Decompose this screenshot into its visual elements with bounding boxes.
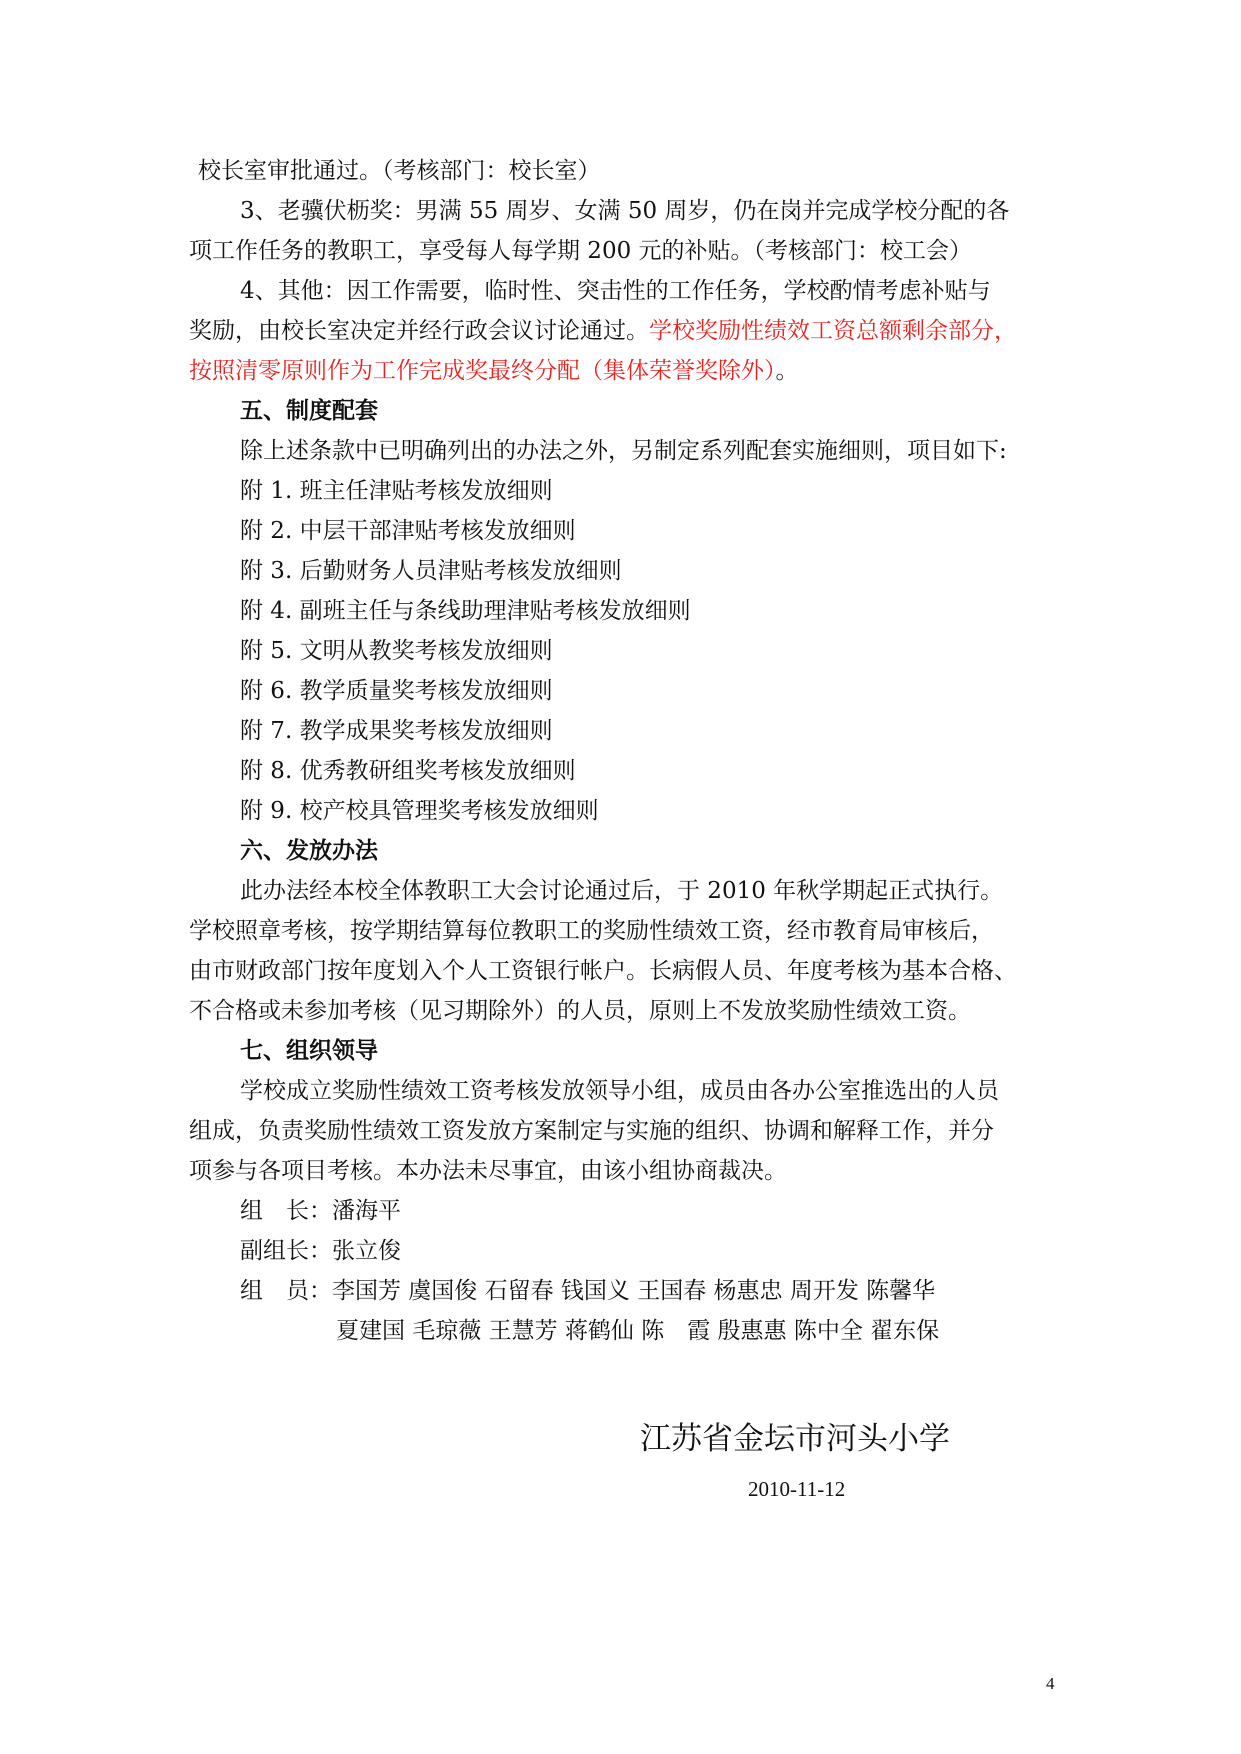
group-deputy: 副组长：张立俊	[240, 1238, 401, 1264]
text-line: 项参与各项目考核。本办法未尽事宜，由该小组协商裁决。	[189, 1158, 787, 1184]
appendix-item: 附 3. 后勤财务人员津贴考核发放细则	[240, 558, 622, 584]
text-line: 由市财政部门按年度划入个人工资银行帐户。长病假人员、年度考核为基本合格、	[189, 958, 1017, 984]
appendix-item: 附 5. 文明从教奖考核发放细则	[240, 638, 553, 664]
highlighted-text: 按照清零原则作为工作完成奖最终分配（集体荣誉奖除外）	[189, 358, 776, 384]
text-line: 校长室审批通过。（考核部门：校长室）	[198, 158, 601, 184]
section-heading: 五、制度配套	[240, 397, 378, 424]
text-line	[189, 311, 1017, 351]
appendix-item: 附 8. 优秀教研组奖考核发放细则	[240, 758, 576, 784]
highlighted-text: 学校奖励性绩效工资总额剩余部分，	[649, 318, 1017, 344]
text-line: 不合格或未参加考核（见习期除外）的人员，原则上不发放奖励性绩效工资。	[189, 998, 971, 1024]
appendix-item: 附 9. 校产校具管理奖考核发放细则	[240, 798, 599, 824]
group-members: 组 员：李国芳 虞国俊 石留春 钱国义 王国春 杨惠忠 周开发 陈馨华	[240, 1278, 936, 1304]
text-segment: 奖励，由校长室决定并经行政会议讨论通过。	[189, 318, 649, 344]
text-line	[189, 351, 799, 391]
appendix-item: 附 2. 中层干部津贴考核发放细则	[240, 518, 576, 544]
text-line: 学校照章考核，按学期结算每位教职工的奖励性绩效工资，经市教育局审核后，	[189, 918, 994, 944]
text-line: 除上述条款中已明确列出的办法之外，另制定系列配套实施细则，项目如下:	[240, 438, 1007, 464]
text-line: 4、其他：因工作需要，临时性、突击性的工作任务，学校酌情考虑补贴与	[240, 278, 991, 304]
section-heading: 六、发放办法	[240, 837, 378, 864]
text-line: 学校成立奖励性绩效工资考核发放领导小组，成员由各办公室推选出的人员	[240, 1078, 999, 1104]
group-members-continued: 夏建国 毛琼薇 王慧芳 蒋鹤仙 陈 霞 殷惠惠 陈中全 翟东保	[336, 1318, 940, 1344]
group-leader: 组 长：潘海平	[240, 1198, 401, 1224]
section-heading: 七、组织领导	[240, 1037, 378, 1064]
document-date: 2010-11-12	[748, 1477, 846, 1501]
appendix-item: 附 1. 班主任津贴考核发放细则	[240, 478, 553, 504]
appendix-item: 附 4. 副班主任与条线助理津贴考核发放细则	[240, 598, 691, 624]
text-line: 此办法经本校全体教职工大会讨论通过后，于 2010 年秋学期起正式执行。	[240, 878, 1004, 904]
appendix-item: 附 7. 教学成果奖考核发放细则	[240, 718, 553, 744]
page-number: 4	[1046, 1674, 1055, 1693]
text-line: 3、老骥伏枥奖：男满 55 周岁、女满 50 周岁，仍在岗并完成学校分配的各	[240, 198, 1010, 224]
appendix-item: 附 6. 教学质量奖考核发放细则	[240, 678, 553, 704]
school-name: 江苏省金坛市河头小学	[640, 1421, 950, 1457]
text-line: 项工作任务的教职工，享受每人每学期 200 元的补贴。（考核部门：校工会）	[189, 238, 973, 264]
text-line: 组成，负责奖励性绩效工资发放方案制定与实施的组织、协调和解释工作，并分	[189, 1118, 994, 1144]
text-segment: 。	[775, 358, 799, 384]
